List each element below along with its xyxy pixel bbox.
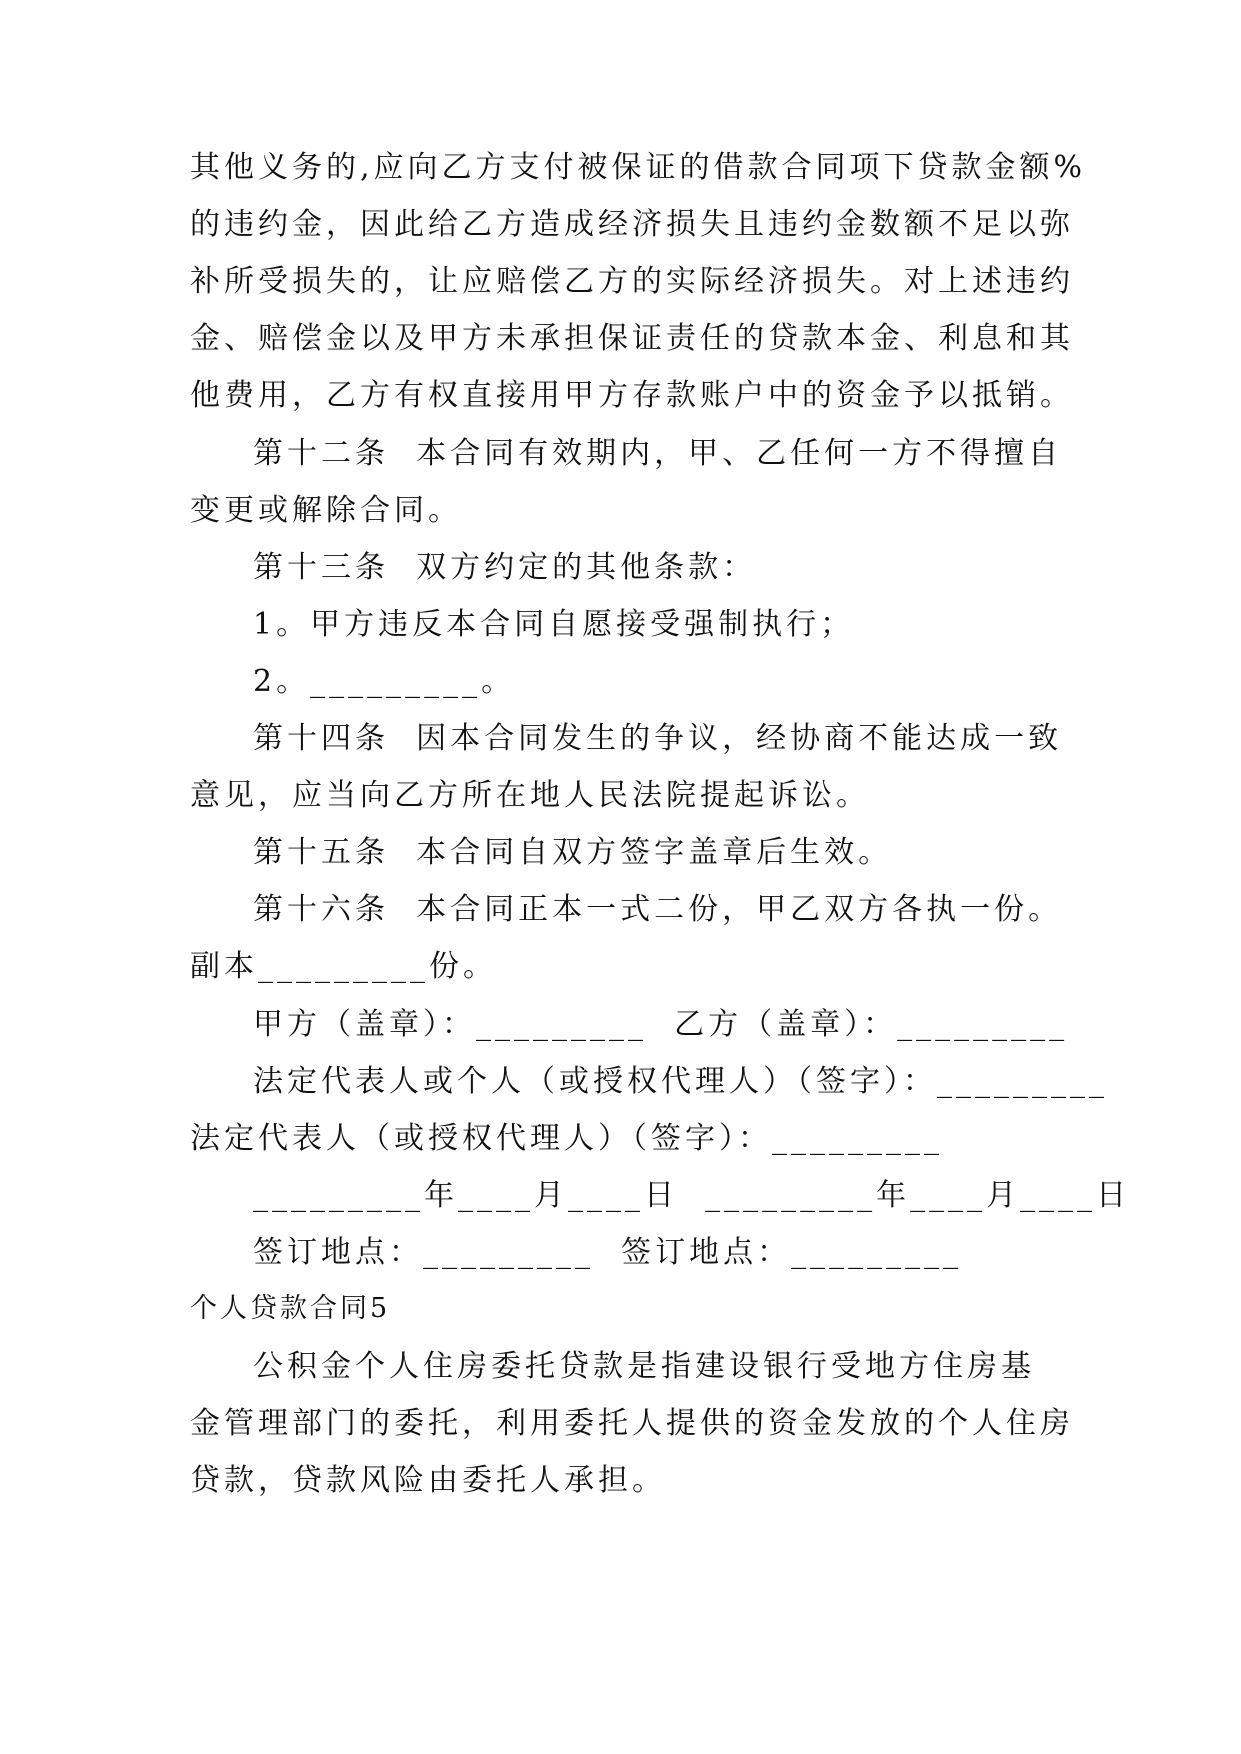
- article-16-line: 第十六条 本合同正本一式二份，甲乙双方各执一份。: [253, 892, 1063, 927]
- paragraph-line: 补所受损失的，让应赔偿乙方的实际经济损失。对上述违约: [190, 264, 1074, 299]
- paragraph-line: 意见，应当向乙方所在地人民法院提起诉讼。: [190, 778, 870, 813]
- signature-line-1: 法定代表人或个人（或授权代理人）（签字）：_________: [253, 1064, 1108, 1099]
- paragraph-line: 其他义务的,应向乙方支付被保证的借款合同项下贷款金额%: [190, 150, 1087, 185]
- seal-line: 甲方（盖章）：_________ 乙方（盖章）：_________: [253, 1007, 1069, 1042]
- article-14-line: 第十四条 因本合同发生的争议，经协商不能达成一致: [253, 721, 1063, 756]
- signature-line-2: 法定代表人（或授权代理人）（签字）：_________: [190, 1121, 943, 1156]
- paragraph-line: 公积金个人住房委托贷款是指建设银行受地方住房基: [253, 1349, 1035, 1384]
- paragraph-line: 的违约金，因此给乙方造成经济损失且违约金数额不足以弥: [190, 207, 1074, 242]
- date-line: _________年____月____日 _________年____月____日: [253, 1178, 1131, 1213]
- clause-item-1: 1。甲方违反本合同自愿接受强制执行；: [253, 607, 855, 642]
- paragraph-line: 变更或解除合同。: [190, 493, 462, 528]
- article-12-line: 第十二条 本合同有效期内，甲、乙任何一方不得擅自: [253, 436, 1063, 471]
- article-13-line: 第十三条 双方约定的其他条款：: [253, 550, 757, 585]
- section-heading: 个人贷款合同5: [190, 1293, 391, 1324]
- paragraph-line: 金管理部门的委托，利用委托人提供的资金发放的个人住房: [190, 1406, 1074, 1441]
- sign-place-line: 签订地点：_________ 签订地点：_________: [253, 1235, 963, 1270]
- paragraph-line: 副本_________份。: [190, 949, 497, 984]
- paragraph-line: 金、赔偿金以及甲方未承担保证责任的贷款本金、利息和其: [190, 321, 1074, 356]
- clause-item-2: 2。_________。: [253, 664, 516, 699]
- paragraph-line: 他费用，乙方有权直接用甲方存款账户中的资金予以抵销。: [190, 378, 1074, 413]
- paragraph-line: 贷款，贷款风险由委托人承担。: [190, 1463, 666, 1498]
- article-15-line: 第十五条 本合同自双方签字盖章后生效。: [253, 835, 893, 870]
